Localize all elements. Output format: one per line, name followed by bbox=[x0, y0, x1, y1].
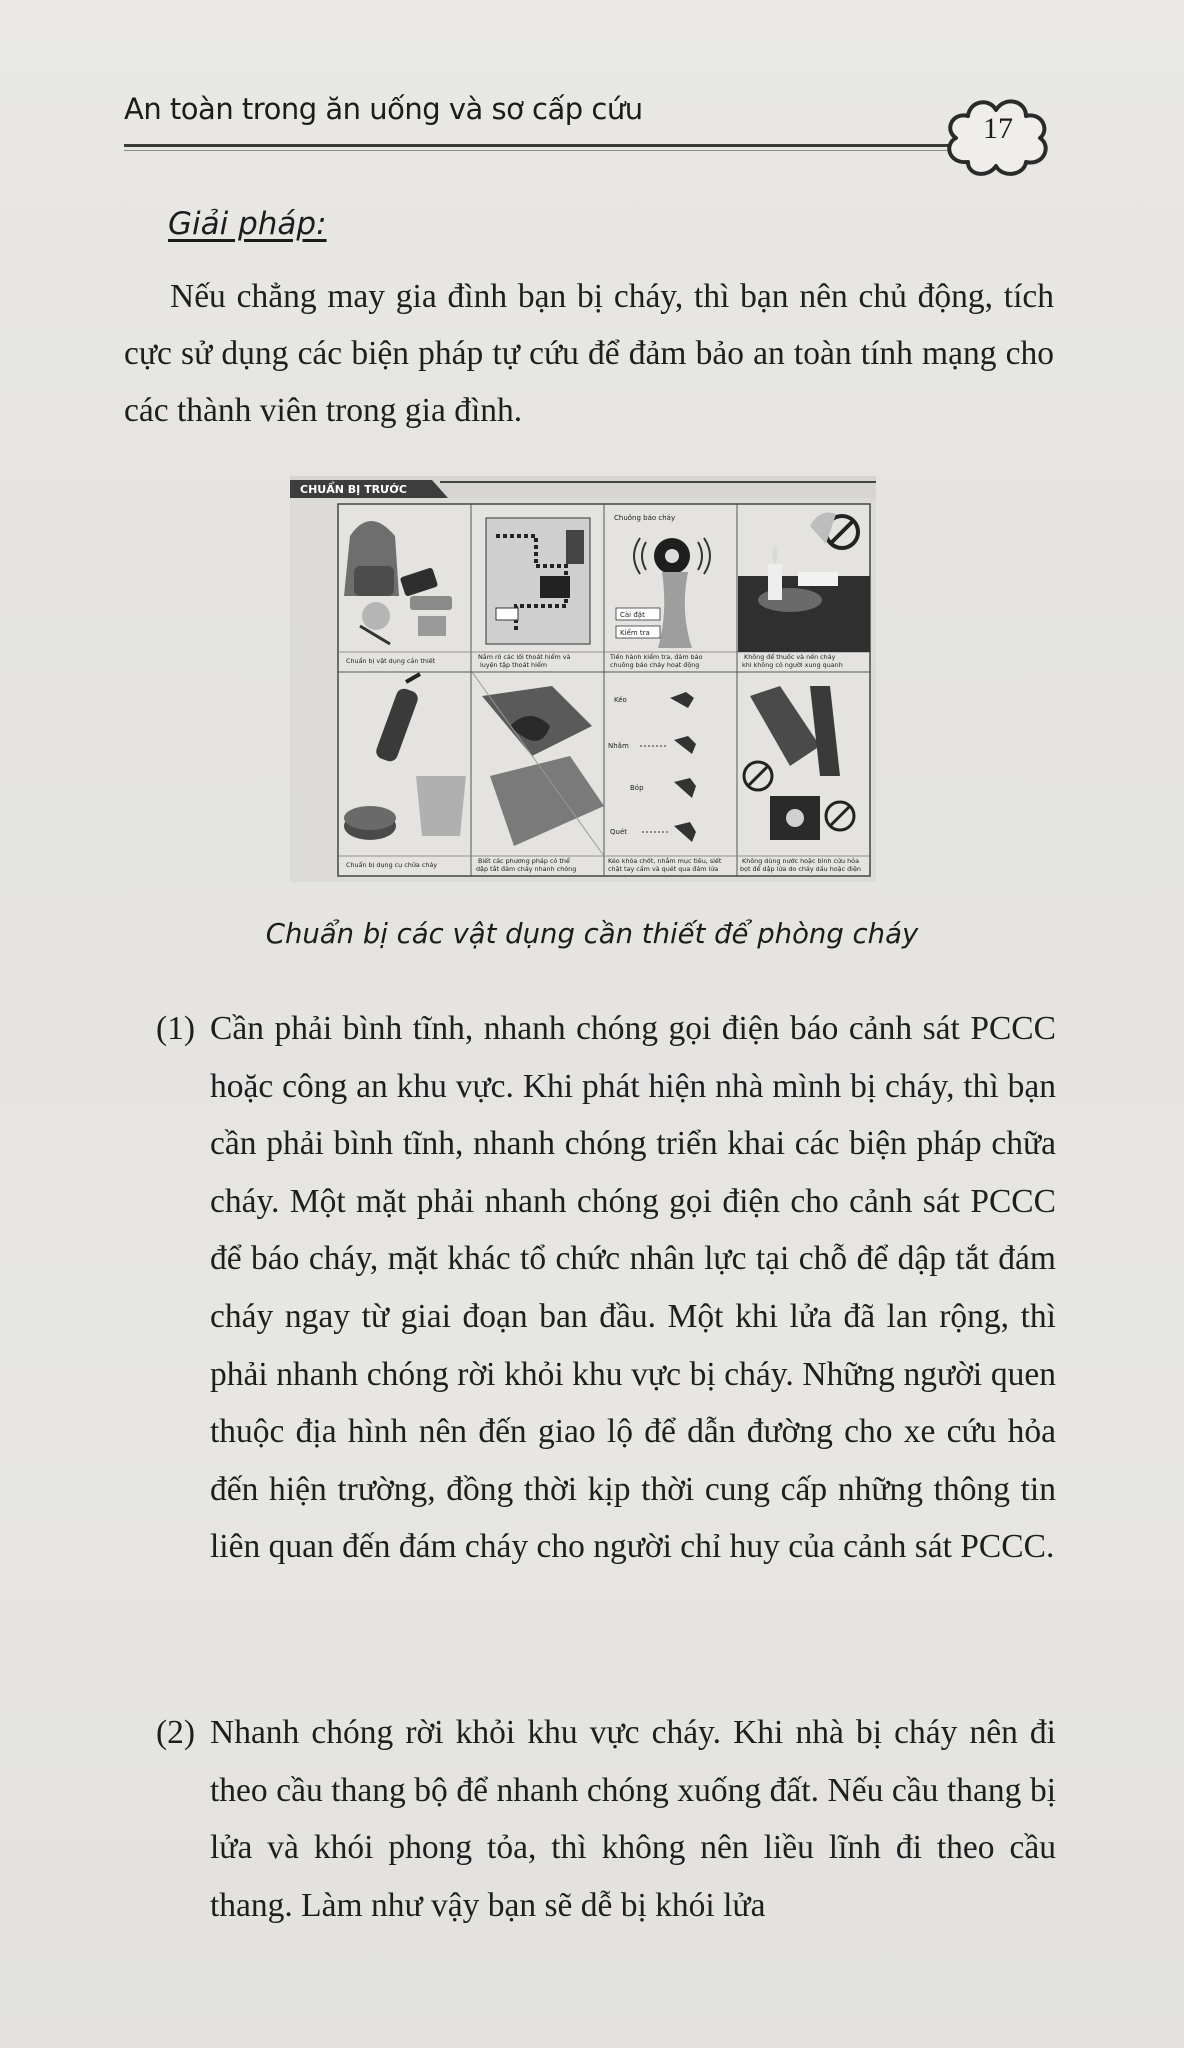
fire-prevention-figure bbox=[290, 476, 876, 882]
panel-4-caption-line2: khi không có người xung quanh bbox=[742, 661, 843, 669]
panel-6-caption-line2: dập tắt đám cháy nhanh chóng bbox=[476, 865, 577, 873]
section-heading: Giải pháp: bbox=[168, 206, 327, 242]
alarm-label: Chuông báo cháy bbox=[614, 514, 676, 522]
step-2-label: Nhắm bbox=[608, 742, 629, 750]
panel-4-caption-line1: Không để thuốc và nến cháy bbox=[744, 653, 836, 661]
header-rule-thin bbox=[124, 150, 966, 151]
list-item-number: (2) bbox=[156, 1714, 196, 1751]
panel-2-caption-line2: luyện tập thoát hiểm bbox=[480, 661, 548, 669]
panel-7-caption-line2: chặt tay cầm và quét qua đám lửa bbox=[608, 865, 719, 873]
intro-paragraph: Nếu chẳng may gia đình bạn bị cháy, thì bạn nên chủ động, tích cực sử dụng các biện pháp tự cứu để đảm bảo an toàn tính mạng cho các thành viên trong gia đình. bbox=[124, 278, 1054, 429]
header-rule bbox=[124, 144, 966, 147]
panel-7-caption-line1: Kéo khóa chốt, nhắm mục tiêu, siết bbox=[608, 857, 722, 865]
panel-1-caption: Chuẩn bị vật dụng cần thiết bbox=[346, 657, 436, 665]
panel-8-caption-line1: Không dùng nước hoặc bình cứu hỏa bbox=[742, 857, 859, 865]
panel-8-caption-line2: bọt để dập lửa do cháy dầu hoặc điện bbox=[740, 865, 861, 873]
step-3-label: Bóp bbox=[630, 784, 644, 792]
panel-5-caption: Chuẩn bị dụng cụ chữa cháy bbox=[346, 861, 438, 869]
page-number: 17 bbox=[983, 112, 1013, 145]
panel-escape-map-illustration bbox=[486, 518, 590, 644]
alarm-test-label: Kiểm tra bbox=[620, 629, 650, 637]
figure-caption: Chuẩn bị các vật dụng cần thiết để phòng cháy bbox=[265, 918, 919, 950]
step-1-label: Kéo bbox=[614, 696, 627, 704]
panel-6-caption-line1: Biết các phương pháp có thể bbox=[478, 857, 570, 865]
running-header-title: An toàn trong ăn uống và sơ cấp cứu bbox=[124, 92, 643, 126]
panel-3-caption-line2: chuông báo cháy hoạt động bbox=[610, 661, 700, 669]
list-item-text: Cần phải bình tĩnh, nhanh chóng gọi điện báo cảnh sát PCCC hoặc công an khu vực. Khi phát hiện nhà mình bị cháy, thì bạn cần phải bình tĩnh, nhanh chóng triển khai các biện pháp chữa cháy. Một mặt phải nhanh chóng gọi điện cho cảnh sát PCCC để báo cháy, mặt khác tổ chức nhân lực tại chỗ để dập tắt đám cháy ngay từ giai đoạn ban đầu. Một khi lửa đã lan rộng, thì phải nhanh chóng rời khỏi khu vực bị cháy. Những người quen thuộc địa hình nên đến giao lộ để dẫn đường cho xe cứu hỏa đến hiện trường, đồng thời kịp thời cung cấp những thông tin liên quan đến đám cháy cho người chỉ huy của cảnh sát PCCC. bbox=[210, 1010, 1056, 1566]
list-item-text: Nhanh chóng rời khỏi khu vực cháy. Khi nhà bị cháy nên đi theo cầu thang bộ để nhanh chóng xuống đất. Nếu cầu thang bị lửa và khói phong tỏa, thì không nên liều lĩnh đi theo cầu thang. Làm như vậy bạn sẽ dễ bị khói lửa bbox=[210, 1714, 1056, 1924]
panel-2-caption-line1: Nắm rõ các lối thoát hiểm và bbox=[478, 653, 571, 661]
panel-3-caption-line1: Tiến hành kiểm tra, đảm bảo bbox=[610, 653, 703, 661]
figure-banner-text: CHUẨN BỊ TRƯỚC bbox=[300, 483, 407, 496]
alarm-settings-label: Cài đặt bbox=[620, 611, 645, 619]
step-4-label: Quét bbox=[610, 828, 627, 836]
list-item-number: (1) bbox=[156, 1010, 196, 1047]
